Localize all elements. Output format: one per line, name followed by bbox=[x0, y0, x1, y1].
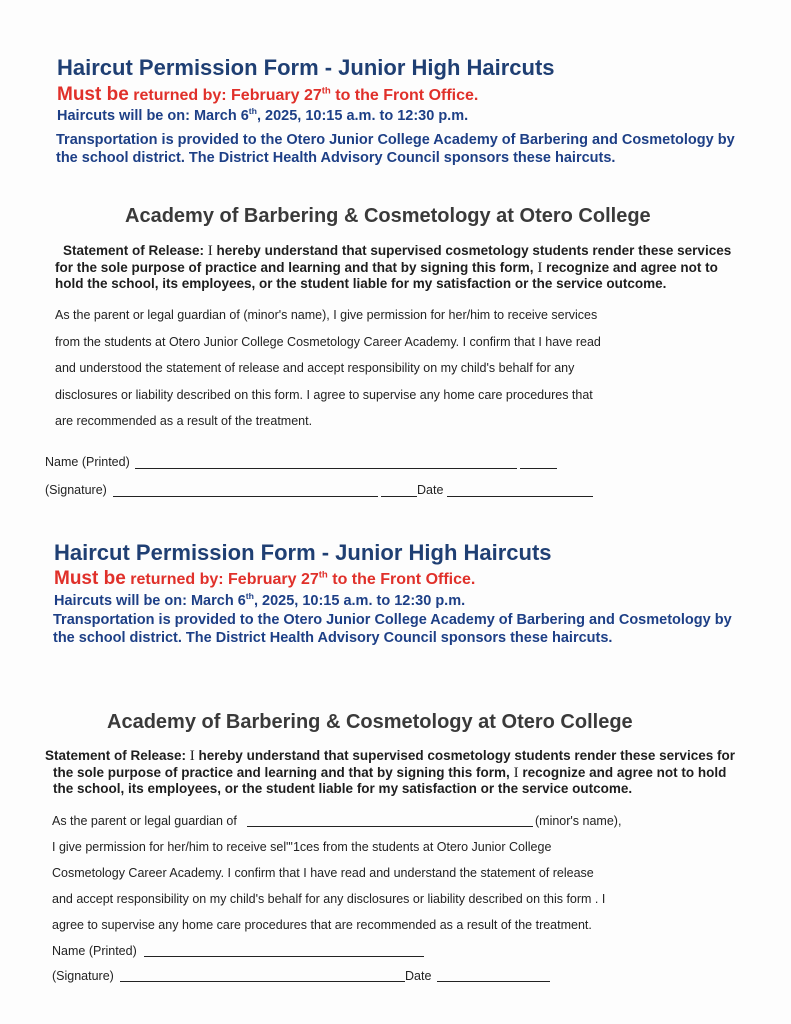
permission-text-line: are recommended as a result of the treatment. bbox=[55, 414, 313, 428]
form-title: Haircut Permission Form - Junior High Haircuts bbox=[54, 540, 552, 565]
transportation-note: Transportation is provided to the Otero Junior College Academy of Barbering and Cosmetology by the school district. The District Health Advisory Council sponsors these haircuts. bbox=[53, 612, 732, 646]
form-title: Haircut Permission Form - Junior High Haircuts bbox=[57, 55, 555, 80]
signature-input[interactable] bbox=[113, 496, 378, 497]
name-printed-input-extension[interactable] bbox=[520, 468, 557, 469]
minor-name-label: (minor's name), bbox=[535, 814, 622, 828]
academy-heading: Academy of Barbering & Cosmetology at Otero College bbox=[125, 205, 651, 227]
return-deadline: Must be returned by: February 27th to the Front Office. bbox=[54, 568, 476, 589]
haircut-date: Haircuts will be on: March 6th, 2025, 10:15 a.m. to 12:30 p.m. bbox=[57, 106, 469, 124]
name-printed-label: Name (Printed) bbox=[52, 944, 137, 958]
guardian-line: As the parent or legal guardian of bbox=[52, 814, 237, 828]
date-label: Date bbox=[417, 483, 444, 497]
signature-label: (Signature) bbox=[52, 969, 114, 983]
signature-input[interactable] bbox=[120, 981, 405, 982]
date-input[interactable] bbox=[437, 981, 550, 982]
transportation-note: Transportation is provided to the Otero Junior College Academy of Barbering and Cosmetology by the school district. The District Health Advisory Council sponsors these haircuts. bbox=[56, 132, 735, 166]
permission-text-line: As the parent or legal guardian of (minor's name), I give permission for her/him to receive services bbox=[55, 308, 598, 322]
haircut-date: Haircuts will be on: March 6th, 2025, 10:15 a.m. to 12:30 p.m. bbox=[54, 591, 466, 609]
date-input[interactable] bbox=[447, 496, 593, 497]
signature-label: (Signature) bbox=[45, 483, 107, 497]
signature-input-extension[interactable] bbox=[381, 496, 417, 497]
name-printed-label: Name (Printed) bbox=[45, 455, 130, 469]
statement-of-release: Statement of Release: I hereby understand that supervised cosmetology students render these services for the sole purpose of practice and learning and that by signing this form, I recognize and agree not to hold the school, its employees, or the student liable for my satisfaction or the service outcome. bbox=[45, 748, 735, 796]
name-printed-input[interactable] bbox=[144, 956, 424, 957]
statement-of-release: Statement of Release: I hereby understand that supervised cosmetology students render these services for the sole purpose of practice and learning and that by signing this form, I recognize and agree not to hold the school, its employees, or the student liable for my satisfaction or the service outcome. bbox=[55, 243, 732, 291]
permission-text-line: and understood the statement of release and accept responsibility on my child's behalf for any bbox=[55, 361, 575, 375]
date-label: Date bbox=[405, 969, 432, 983]
permission-text-line: I give permission for her/him to receive sel"'1ces from the students at Otero Junior College bbox=[52, 840, 552, 854]
return-deadline: Must be returned by: February 27th to the Front Office. bbox=[57, 84, 479, 105]
permission-text-line: and accept responsibility on my child's behalf for any disclosures or liability described on this form . I bbox=[52, 892, 606, 906]
permission-text-line: disclosures or liability described on this form. I agree to supervise any home care procedures that bbox=[55, 388, 593, 402]
name-printed-input[interactable] bbox=[135, 468, 517, 469]
permission-text-line: Cosmetology Career Academy. I confirm that I have read and understand the statement of release bbox=[52, 866, 594, 880]
permission-text-line: from the students at Otero Junior College Cosmetology Career Academy. I confirm that I have read bbox=[55, 335, 601, 349]
permission-text-line: agree to supervise any home care procedures that are recommended as a result of the treatment. bbox=[52, 918, 592, 932]
academy-heading: Academy of Barbering & Cosmetology at Otero College bbox=[107, 711, 633, 733]
minor-name-input[interactable] bbox=[247, 826, 533, 827]
